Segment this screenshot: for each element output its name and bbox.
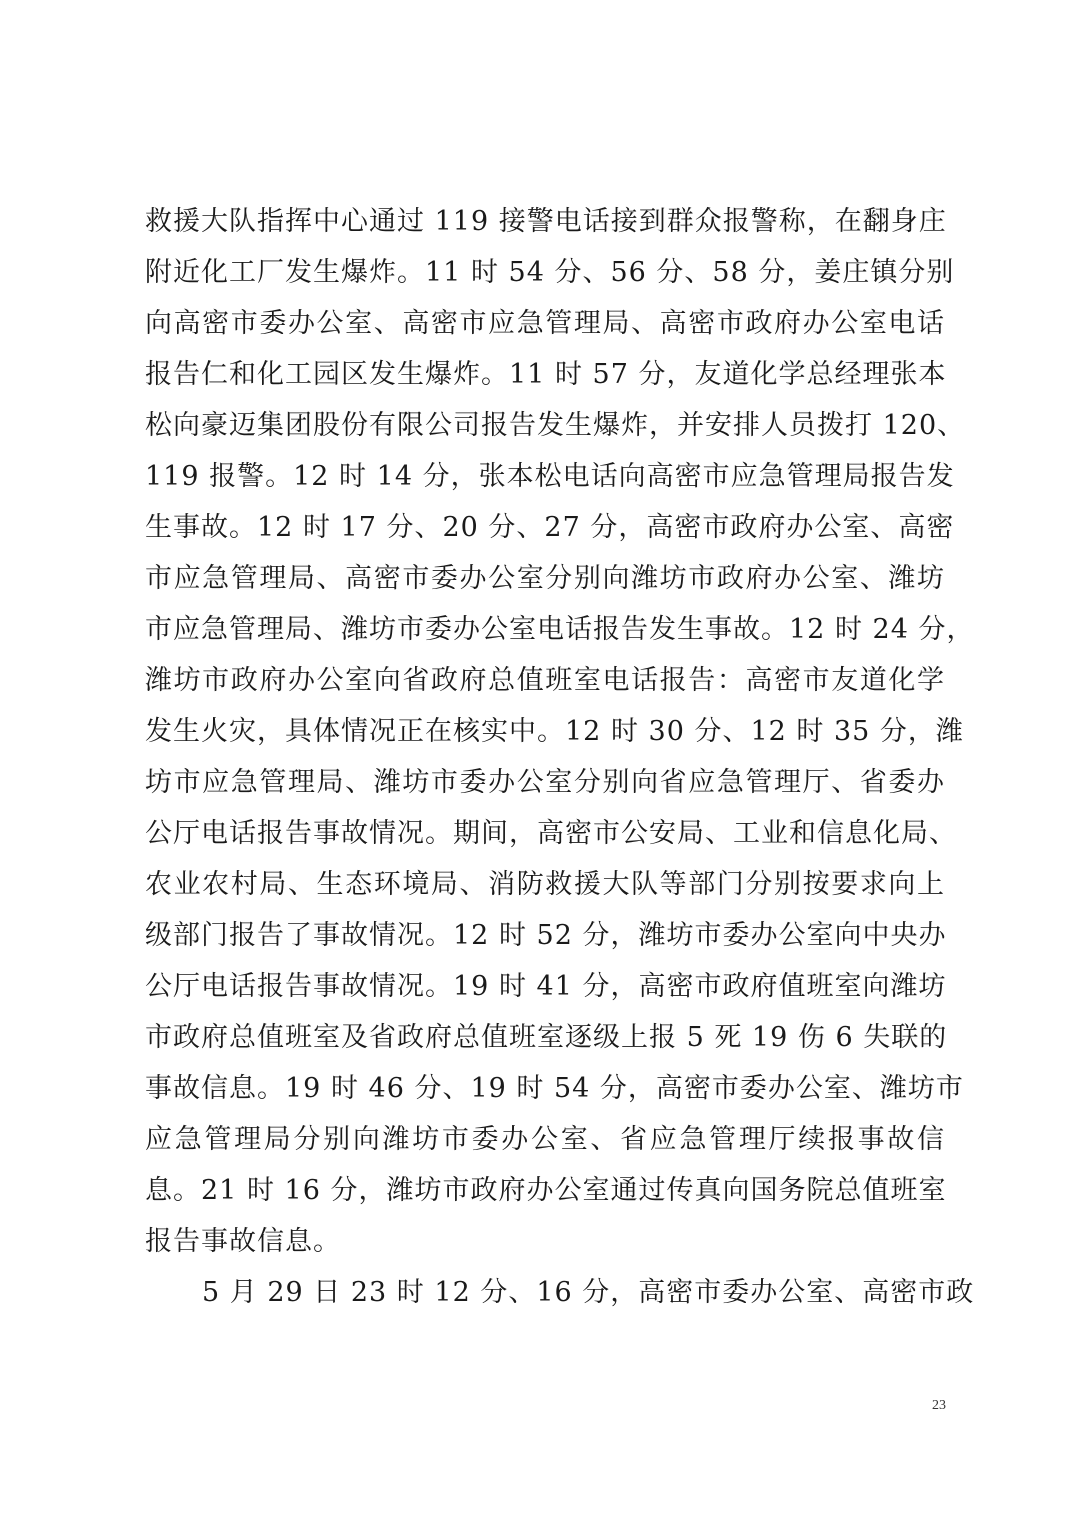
- text-line: 应急管理局分别向潍坊市委办公室、省应急管理厅续报事故信: [145, 1124, 945, 1155]
- text-line: 潍坊市政府办公室向省政府总值班室电话报告：高密市友道化学: [145, 665, 945, 696]
- text-line: 附近化工厂发生爆炸。11 时 54 分、56 分、58 分，姜庄镇分别: [145, 257, 955, 288]
- text-line: 救援大队指挥中心通过 119 接警电话接到群众报警称，在翻身庄: [145, 206, 947, 237]
- text-line: 事故信息。19 时 46 分、19 时 54 分，高密市委办公室、潍坊市: [145, 1073, 964, 1104]
- paragraph-start-line: 5 月 29 日 23 时 12 分、16 分，高密市委办公室、高密市政: [202, 1277, 975, 1308]
- text-line: 级部门报告了事故情况。12 时 52 分，潍坊市委办公室向中央办: [145, 920, 947, 951]
- text-line: 松向豪迈集团股份有限公司报告发生爆炸，并安排人员拨打 120、: [145, 410, 966, 441]
- text-line: 生事故。12 时 17 分、20 分、27 分，高密市政府办公室、高密: [145, 512, 955, 543]
- text-line: 农业农村局、生态环境局、消防救援大队等部门分别按要求向上: [145, 869, 945, 900]
- text-line: 市政府总值班室及省政府总值班室逐级上报 5 死 19 伤 6 失联的: [145, 1022, 948, 1053]
- text-line: 市应急管理局、潍坊市委办公室电话报告发生事故。12 时 24 分，: [145, 614, 975, 645]
- text-line: 报告事故信息。: [145, 1226, 341, 1257]
- text-line: 坊市应急管理局、潍坊市委办公室分别向省应急管理厅、省委办: [145, 767, 945, 798]
- body-text: [145, 196, 975, 1318]
- text-line: 向高密市委办公室、高密市应急管理局、高密市政府办公室电话: [145, 308, 945, 339]
- text-line: 公厅电话报告事故情况。期间，高密市公安局、工业和信息化局、: [145, 818, 957, 849]
- text-line: 发生火灾，具体情况正在核实中。12 时 30 分、12 时 35 分，潍: [145, 716, 964, 747]
- text-line: 市应急管理局、高密市委办公室分别向潍坊市政府办公室、潍坊: [145, 563, 945, 594]
- text-line: 119 报警。12 时 14 分，张本松电话向高密市应急管理局报告发: [145, 461, 955, 492]
- text-line: 公厅电话报告事故情况。19 时 41 分，高密市政府值班室向潍坊: [145, 971, 947, 1002]
- text-line: 息。21 时 16 分，潍坊市政府办公室通过传真向国务院总值班室: [145, 1175, 947, 1206]
- text-line: 报告仁和化工园区发生爆炸。11 时 57 分，友道化学总经理张本: [145, 359, 947, 390]
- page-number: 23: [932, 1398, 946, 1413]
